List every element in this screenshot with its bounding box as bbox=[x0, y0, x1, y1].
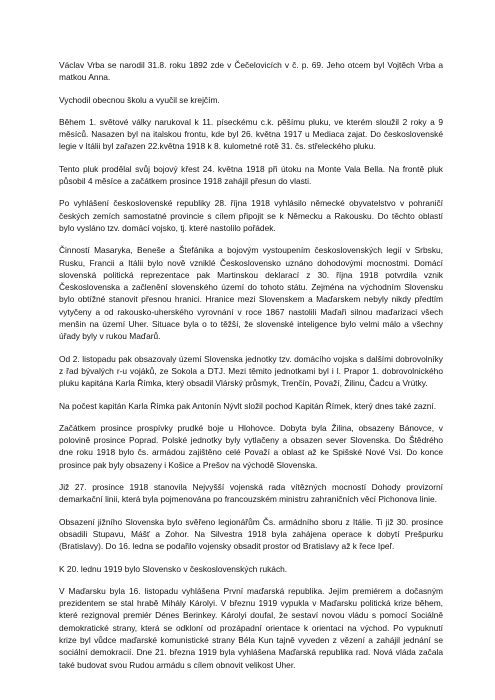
paragraph-wwi-service: Během 1. světové války narukoval k 11. píseckému c.k. pěšímu pluku, ve kterém sloužil 2 roky a 9 měsíců. Nasazen byl na italskou frontu, kde byl 26. května 1917 u Mediaca zajat. Do československé legie v Itálii byl zařazen 22.května 1918 k 8. kulometné rotě 31. čs. střeleckého pluku. bbox=[59, 116, 443, 152]
paragraph-birth: Václav Vrba se narodil 31.8. roku 1892 zde v Čečelovicích v č. p. 69. Jeho otcem byl Vojtěch Vrba a matkou Anna. bbox=[59, 60, 443, 83]
document-body bbox=[59, 59, 443, 681]
paragraph-pichon-line: Již 27. prosince 1918 stanovila Nejvyšší vojenská rada vítězných mocností Dohody provizorní demarkační linii, která byla pojmenována po francouzském ministru zahraničních věcí Pichonova linie. bbox=[59, 482, 443, 505]
paragraph-republic-proclamation: Po vyhlášení československé republiky 28. října 1918 vyhlásilo německé obyvatelstvo v pohraničí českých zemích samostatné provincie s cílem připojit se k Německu a Rakousku. Do těchto oblastí bylo vysláno tzv. domácí vojsko, tj. které nastolilo pořádek. bbox=[59, 198, 443, 233]
paragraph-december-fighting: Začátkem prosince prospívky prudké boje u Hlohovce. Dobyta byla Žilina, obsazeny Bánovce, v polovině prosince Poprad. Polské jednotky byly vytlačeny a obsazen sever Slovenska. Do Štědrého dne roku 1918 bylo čs. armádou zajištěno celé Považí a oblast až ke Spišské Nové Vsi. Do konce prosince pak byly obsazeny i Košice a Prešov na východě Slovenska. bbox=[59, 422, 443, 470]
paragraph-domestic-army: Od 2. listopadu pak obsazovaly území Slovenska jednotky tzv. domácího vojska s dalšími dobrovolníky z řad bývalých r-u vojáků, ze Sokola a DTJ. Mezi těmito jednotkami byl i l. Prapor 1. dobrovolnického pluku kapitána Karla Římka, který obsadil Vlárský průsmyk, Trenčín, Považí, Žilinu, Čadcu a Vrútky. bbox=[59, 353, 443, 389]
paragraph-march-kapitan-rimek: Na počest kapitán Karla Římka pak Antonín Nývlt složil pochod Kapitán Římek, který dnes také zazní. bbox=[59, 400, 437, 411]
paragraph-southern-slovakia: Obsazení jižního Slovenska bylo svěřeno legionářům Čs. armádního sboru z Itálie. Ti již 30. prosince obsadili Stupavu, Mášť a Zohor. Na Silvestra 1918 byla zahájena operace k dobytí Prešpurku (Bratislavy). Do 16. ledna se podařilo vojensky obsadit prostor od Bratislavy až k řece Ipeľ. bbox=[59, 516, 443, 552]
paragraph-january-1919: K 20. lednu 1919 bylo Slovensko v československých rukách. bbox=[59, 563, 288, 574]
paragraph-hungarian-republic: V Maďarsku byla 16. listopadu vyhlášena První maďarská republika. Jejím premiérem a dočasným prezidentem se stal hrabě Mihály Károlyi. V březnu 1919 vypukla v Maďarsku politická krize během, které rezignoval premiér Dénes Berinkey. Károlyi doufal, že sestaví novou vládu s pomocí Sociálně demokratické strany, která se odkloní od prozápadní orientace k orientaci na východ. Po vypuknutí krize byl vůdce maďarské komunistické strany Béla Kun tajně vyveden z vězení a zahájil jednání se sociální demokracií. Dne 21. března 1919 byla vyhlášena Maďarská republika rad. Nová vláda začala také budovat svou Rudou armádu s cílem obnovit velikost Uher. bbox=[59, 585, 443, 670]
paragraph-monte-vala-bella: Tento pluk prodělal svůj bojový křest 24. května 1918 při útoku na Monte Vala Bella. Na frontě pluk působil 4 měsíce a začátkem prosince 1918 zahájil přesun do vlasti. bbox=[59, 163, 443, 187]
paragraph-recognition-slovakia: Činností Masaryka, Beneše a Štefánika a bojovým vystoupením československých legií v Srbsku, Rusku, Francii a Itálii bylo nově vzniklé Československo uznáno dohodovými mocnostmi. Domácí slovenská politická reprezentace pak Martinskou deklarací z 30. října 1918 potvrdila vznik Československa a začlenění slovenského území do tohoto státu. Zejména na východním Slovensku bylo obtížné stanovit přesnou hranici. Hranice mezi Slovenskem a Maďarskem nebyly nikdy předtím vytyčeny a od rakousko-uherského vyrovnání v roce 1867 nastolili Maďaři silnou maďarizaci všech menšin na území Uher. Situace byla o to těžší, že slovenské inteligence bylo velmi málo a všechny úřady byly v rukou Maďarů. bbox=[59, 245, 443, 342]
paragraph-education: Vychodil obecnou školu a vyučil se krejčím. bbox=[59, 94, 220, 105]
